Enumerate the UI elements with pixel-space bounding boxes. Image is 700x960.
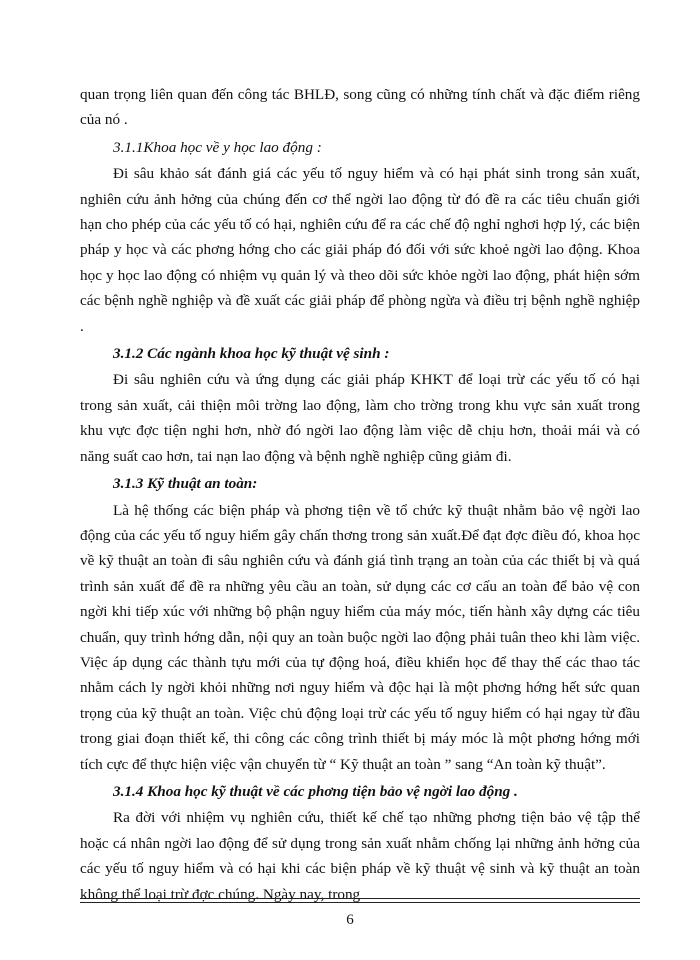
footer-rule-bottom xyxy=(80,902,640,903)
page-body xyxy=(80,82,640,907)
section-3-1-1-paragraph: Đi sâu khảo sát đánh giá các yếu tố nguy hiểm và có hại phát sinh trong sản xuất, nghiên cứu ảnh hởng của chúng đến cơ thể ngời lao động từ đó đề ra các tiêu chuẩn giới hạn cho phép của các yếu tố có hại, nghiên cứu để ra các chế độ nghỉ nghơi hợp lý, các biện pháp y học và các phơng hớng cho các giải pháp đó đối với sức khoẻ ngời lao động. Khoa học y học lao động có nhiệm vụ quản lý và theo dõi sức khỏe ngời lao động, phát hiện sớm các bệnh nghề nghiệp và đề xuất các giải pháp để phòng ngừa và điều trị bệnh nghề nghiệp . xyxy=(80,165,640,335)
section-3-1-2-paragraph: Đi sâu nghiên cứu và ứng dụng các giải pháp KHKT để loại trừ các yếu tố có hại trong sản xuất, cải thiện môi trờng lao động, làm cho trờng trong khu vực sản xuất trong khu vực đợc tiện nghi hơn, nhờ đó ngời lao động làm việc dễ chịu hơn, thoải mái và có năng suất cao hơn, tai nạn lao động và bệnh nghề nghiệp cũng giảm đi. xyxy=(80,371,640,465)
footer-rule-top xyxy=(80,898,640,899)
section-3-1-4-heading: 3.1.4 Khoa học kỹ thuật về các phơng tiện bảo vệ ngời lao động . xyxy=(113,782,518,800)
section-3-1-3-heading: 3.1.3 Kỹ thuật an toàn: xyxy=(113,475,258,493)
section-3-1-2-heading: 3.1.2 Các ngành khoa học kỹ thuật vệ sinh : xyxy=(113,345,390,363)
intro-paragraph: quan trọng liên quan đến công tác BHLĐ, song cũng có những tính chất và đặc điểm riêng của nó . xyxy=(80,86,640,129)
section-3-1-3-paragraph: Là hệ thống các biện pháp và phơng tiện về tổ chức kỹ thuật nhằm bảo vệ ngời lao động của các yếu tố nguy hiểm gây chấn thơng trong sản xuất.Để đạt đợc điều đó, khoa học về kỹ thuật an toàn đi sâu nghiên cứu và đánh giá tình trạng an toàn của các thiết bị và quá trình sản xuất để đề ra những yêu cầu an toàn, sử dụng các cơ cấu an toàn để bảo vệ con ngời khi tiếp xúc với những bộ phận nguy hiểm của máy móc, tiến hành xây dựng các tiêu chuẩn, quy trình hớng dẫn, nội quy an toàn buộc ngời lao động phải tuân theo khi làm việc. Việc áp dụng các thành tựu mới của tự động hoá, điều khiển học để thay thế các thao tác nhằm cách ly ngời khỏi những nơi nguy hiểm và độc hại là một phơng hớng hết sức quan trọng của kỹ thuật an toàn. Việc chủ động loại trừ các yếu tố nguy hiểm có hại ngay từ đầu trong giai đoạn thiết kế, thi công các công trình thiết bị máy móc là một phơng hớng mới tích cực để thực hiện việc vận chuyển từ “ Kỹ thuật an toàn ” sang “An toàn kỹ thuật”. xyxy=(80,501,640,773)
section-3-1-1-heading: 3.1.1Khoa học về y học lao động : xyxy=(113,138,322,156)
page-number: 6 xyxy=(346,912,354,928)
section-3-1-4-paragraph: Ra đời với nhiệm vụ nghiên cứu, thiết kế chế tạo những phơng tiện bảo vệ tập thể hoặc cá nhân ngời lao động để sử dụng trong sản xuất nhằm chống lại những ảnh hởng của các yếu tố nguy hiểm và có hại khi các biện pháp về kỹ thuật vệ sinh và kỹ thuật an toàn không thể loại trừ đợc chúng. Ngày nay, trong xyxy=(80,809,640,903)
